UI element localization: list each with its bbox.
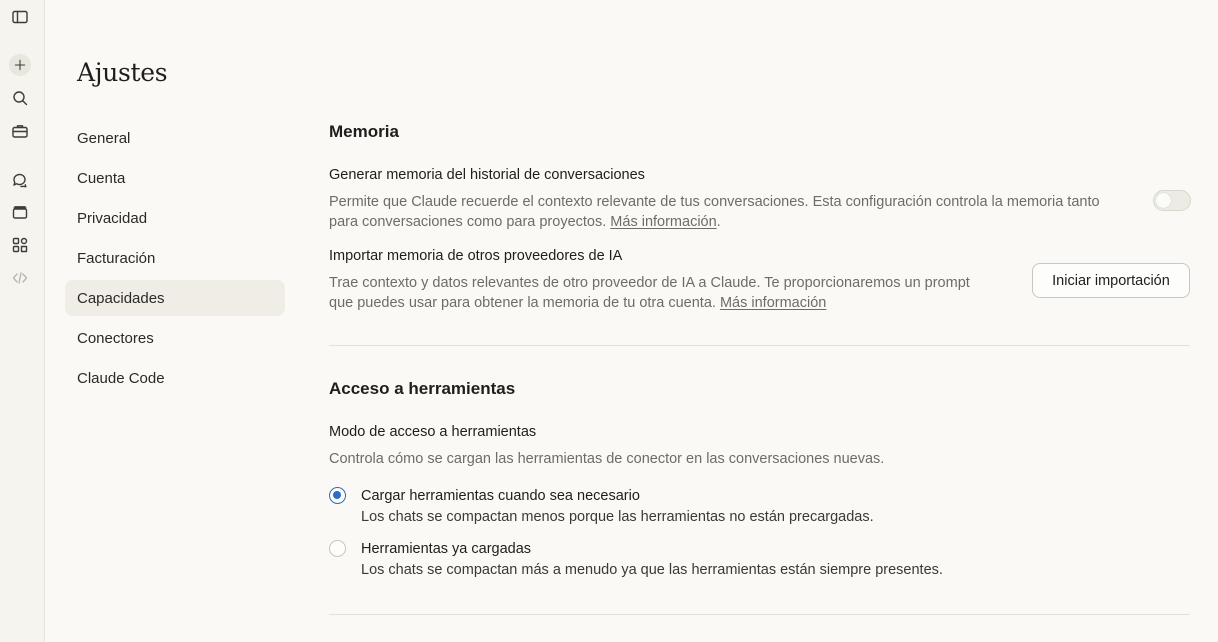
nav-item-claude-code[interactable]: Claude Code — [77, 369, 165, 387]
nav-item-privacidad[interactable]: Privacidad — [77, 209, 148, 227]
code-icon[interactable] — [8, 266, 32, 290]
briefcase-icon[interactable] — [8, 119, 32, 143]
icon-rail — [0, 0, 45, 642]
settings-nav — [65, 120, 285, 400]
toggle-knob — [1156, 193, 1171, 208]
radio-load-when-needed[interactable] — [329, 487, 346, 504]
memory-history-more-link[interactable]: Más información — [610, 214, 717, 230]
new-chat-icon[interactable] — [9, 54, 31, 76]
start-import-button[interactable]: Iniciar importación — [1032, 263, 1190, 298]
memory-import-more-link[interactable]: Más información — [719, 295, 827, 311]
memory-history-title: Generar memoria del historial de conversaciones — [329, 167, 645, 183]
section-title-tools: Acceso a herramientas — [329, 379, 516, 398]
memory-import-desc: Trae contexto y datos relevantes de otro proveedor de IA a Claude. Te proporcionaremos un prompt que puedes usar para obtener la memoria de tu otra cuenta. Más información — [329, 275, 970, 311]
tools-mode-title: Modo de acceso a herramientas — [329, 424, 537, 440]
memory-import-title: Importar memoria de otros proveedores de IA — [329, 248, 623, 264]
sidebar-toggle-icon[interactable] — [8, 5, 32, 29]
section-divider — [329, 345, 1190, 346]
nav-item-capacidades[interactable]: Capacidades — [65, 280, 285, 316]
section-divider — [329, 614, 1190, 615]
memory-history-toggle[interactable] — [1153, 190, 1191, 211]
option-preloaded-desc: Los chats se compactan más a menudo ya que las herramientas están siempre presentes. — [361, 562, 943, 578]
option-load-when-needed-title[interactable]: Cargar herramientas cuando sea necesario — [361, 488, 640, 504]
section-title-memoria: Memoria — [329, 122, 399, 141]
tools-mode-desc: Controla cómo se cargan las herramientas de conector en las conversaciones nuevas. — [329, 451, 885, 467]
radio-preloaded[interactable] — [329, 540, 346, 557]
option-load-when-needed-desc: Los chats se compactan menos porque las herramientas no están precargadas. — [361, 509, 874, 525]
search-icon[interactable] — [8, 86, 32, 110]
nav-item-general[interactable]: General — [77, 129, 131, 147]
nav-item-facturacion[interactable]: Facturación — [77, 249, 156, 267]
nav-item-conectores[interactable]: Conectores — [77, 329, 154, 347]
memory-history-desc: Permite que Claude recuerde el contexto relevante de tus conversaciones. Esta configuración controla la memoria tanto para conversaciones como para proyectos. Más información. — [329, 194, 1100, 230]
option-preloaded-title[interactable]: Herramientas ya cargadas — [361, 541, 532, 557]
chats-icon[interactable] — [8, 168, 32, 192]
nav-item-cuenta[interactable]: Cuenta — [77, 169, 126, 187]
projects-icon[interactable] — [8, 200, 32, 224]
artifacts-icon[interactable] — [8, 233, 32, 257]
page-title: Ajustes — [77, 58, 168, 87]
